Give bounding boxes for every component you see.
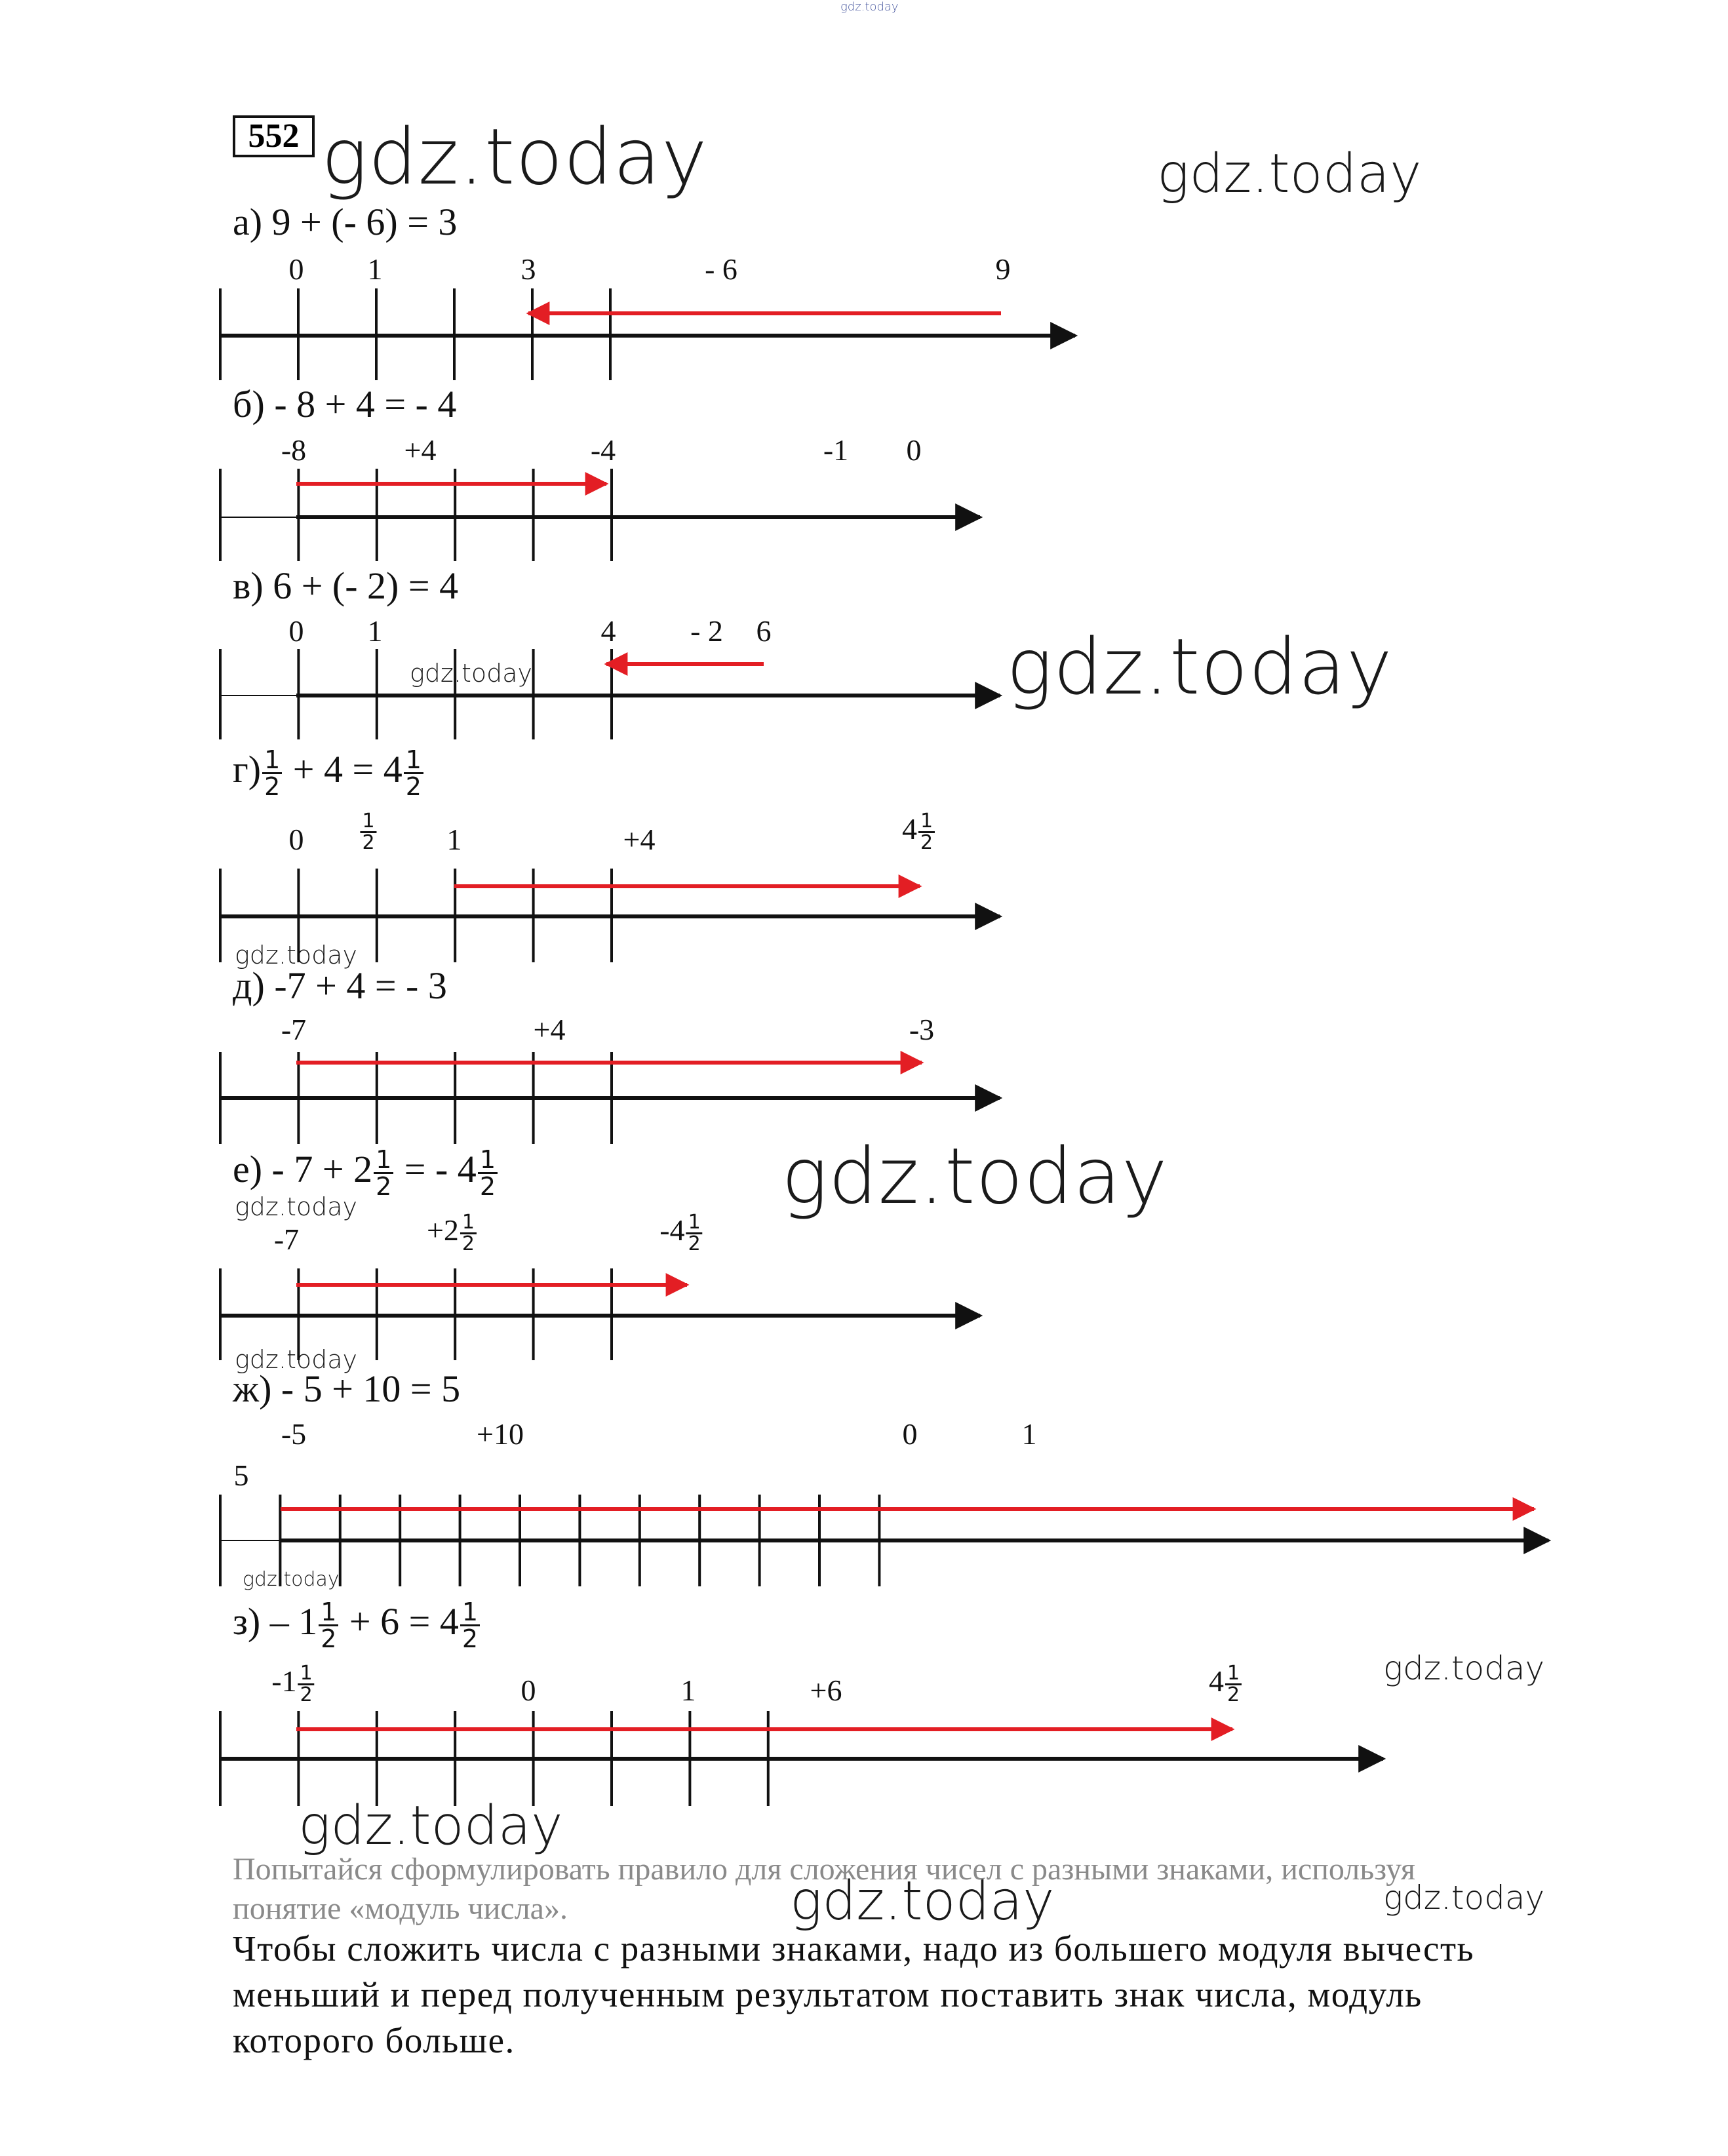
label-v-3: - 2: [690, 614, 723, 648]
label-zh-0: -5: [281, 1417, 307, 1451]
label-a-4: 9: [995, 252, 1011, 286]
answer-text: Чтобы сложить числа с разными знаками, надо из большего модуля вычесть меньший и перед полученным результатом поставить знак числа, модуль которого больше.: [233, 1929, 1475, 2060]
equation-v: в) 6 + (- 2) = 4: [233, 564, 459, 607]
label-d-0: -7: [281, 1013, 307, 1046]
watermark-5: gdz.today: [1383, 1649, 1545, 1687]
label-zh-1: +10: [477, 1417, 524, 1451]
watermark-2: gdz.today: [1157, 143, 1422, 205]
label-g-zero: 0: [288, 823, 304, 856]
problem-number: 552: [233, 115, 315, 157]
label-zh-3: 1: [1021, 1417, 1037, 1451]
label-g-end: 4 $\frac{1}{2}$: [902, 812, 936, 853]
equation-d: д) -7 + 4 = - 3: [233, 964, 447, 1007]
equation-a: а) 9 + (- 6) = 3: [233, 201, 458, 243]
equation-b: б) - 8 + 4 = - 4: [233, 383, 457, 425]
watermark-8: gdz.today: [1383, 1879, 1545, 1917]
equation-z: з) – 1 $\frac{1}{2}$ + 6 = 4 $\frac{1}{2}$: [233, 1599, 481, 1651]
watermark-9: gdz.today: [410, 659, 532, 688]
label-b-4: 0: [906, 433, 922, 467]
label-e-plus: +2 $\frac{1}{2}$: [427, 1213, 478, 1254]
watermark-7: gdz.today: [790, 1870, 1055, 1932]
label-a-2: 3: [520, 252, 536, 286]
watermark-3: gdz.today: [1006, 621, 1393, 712]
label-e-end: -4 $\frac{1}{2}$: [659, 1213, 703, 1254]
watermark-10: gdz.today: [235, 941, 357, 970]
label-v-4: 6: [756, 614, 772, 648]
label-z-end: 4 $\frac{1}{2}$: [1209, 1664, 1243, 1705]
watermark-6: gdz.today: [298, 1795, 563, 1857]
label-d-2: -3: [909, 1013, 935, 1046]
label-g-one: 1: [446, 823, 462, 856]
label-a-3: - 6: [705, 252, 737, 286]
label-b-1: +4: [404, 433, 437, 467]
label-a-1: 1: [367, 252, 383, 286]
label-v-2: 4: [600, 614, 616, 648]
label-d-1: +4: [533, 1013, 566, 1046]
label-b-3: -1: [823, 433, 849, 467]
label-z-zero: 0: [520, 1674, 536, 1707]
watermark-11: gdz.today: [235, 1192, 357, 1221]
watermark-13: gdz.today: [243, 1568, 340, 1591]
label-g-half: $\frac{1}{2}$: [359, 812, 378, 853]
label-g-plus: +4: [623, 823, 656, 856]
label-z-start: -1 $\frac{1}{2}$: [271, 1664, 315, 1705]
question-text: Попытайся сформулировать правило для сложения чисел с разными знаками, используя понятие «модуль числа».: [233, 1852, 1415, 1926]
watermark-4: gdz.today: [781, 1131, 1168, 1221]
watermark-1: gdz.today: [321, 111, 708, 202]
label-a-0: 0: [288, 252, 304, 286]
watermark-12: gdz.today: [235, 1345, 357, 1374]
label-z-plus: +6: [810, 1674, 842, 1707]
watermark-top: gdz.today: [840, 0, 899, 14]
equation-g: г) $\frac{1}{2}$ + 4 = 4 $\frac{1}{2}$: [233, 747, 425, 799]
equation-zh: ж) - 5 + 10 = 5: [233, 1367, 461, 1410]
label-z-one: 1: [680, 1674, 696, 1707]
label-v-1: 1: [367, 614, 383, 648]
label-e-start: -7: [273, 1223, 300, 1256]
equation-e: е) - 7 + 2 $\frac{1}{2}$ = - 4 $\frac{1}{2}$: [233, 1147, 499, 1199]
label-b-0: -8: [281, 433, 307, 467]
label-zh-2: 0: [902, 1417, 918, 1451]
label-b-2: -4: [590, 433, 616, 467]
label-zh-4: 5: [233, 1459, 249, 1492]
label-v-0: 0: [288, 614, 304, 648]
